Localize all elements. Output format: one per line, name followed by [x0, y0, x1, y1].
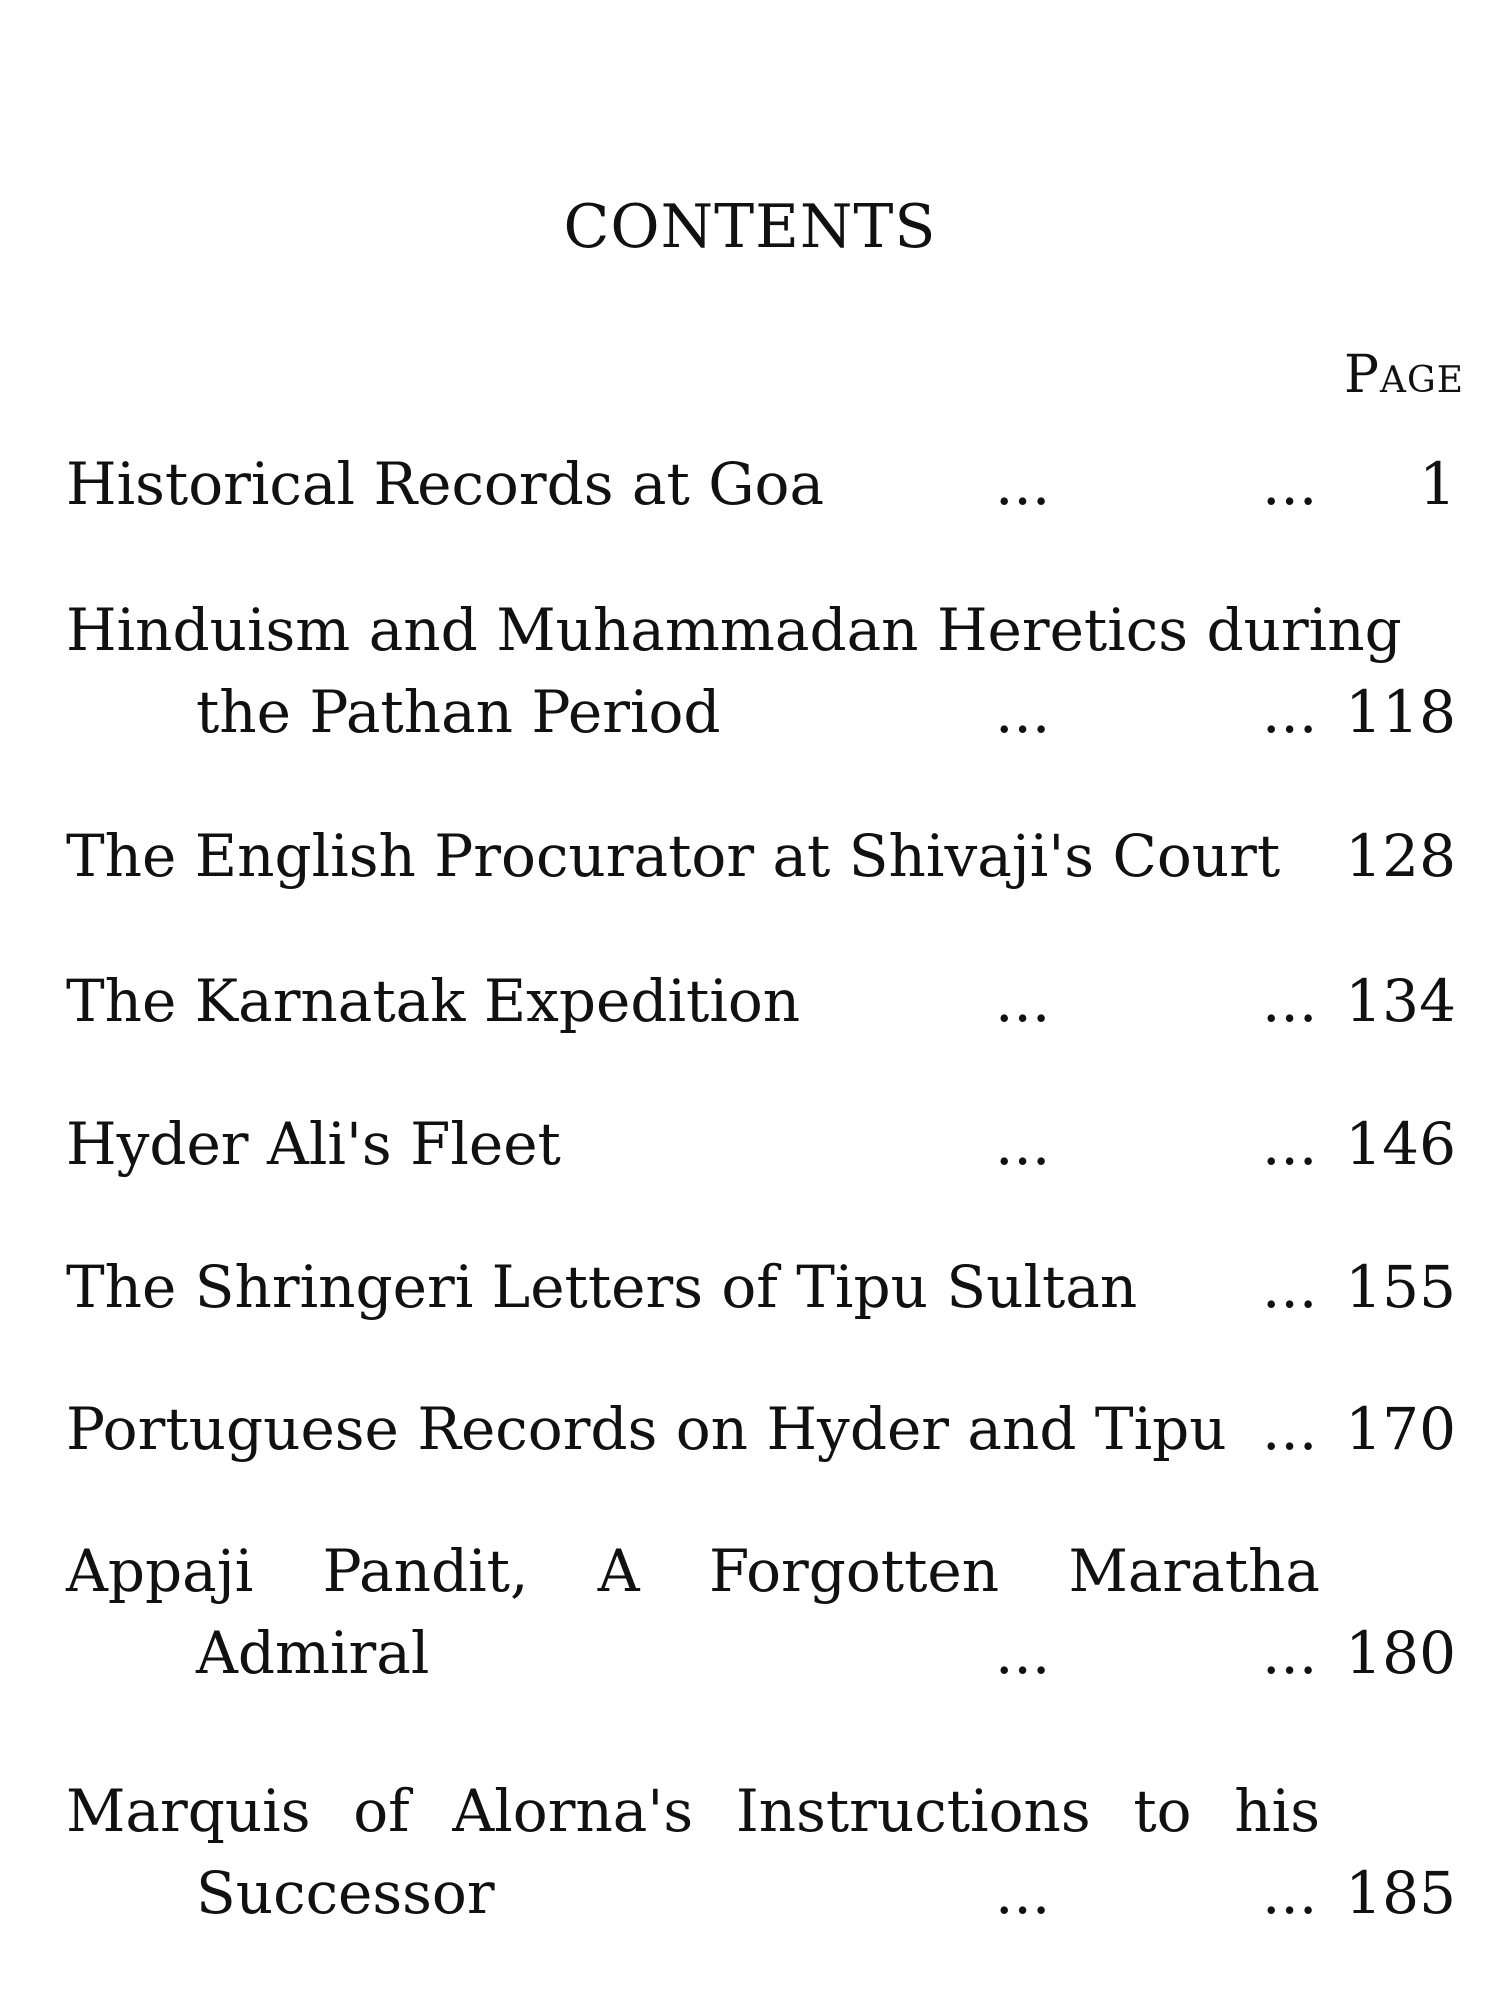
toc-entry-page-number: 146: [1345, 1110, 1456, 1178]
toc-entry-page-number: 118: [1345, 678, 1456, 746]
toc-entry-title: The Shringeri Letters of Tipu Sultan: [66, 1253, 1138, 1321]
title-word: his: [1234, 1777, 1320, 1845]
leader-dots: ...: [1262, 678, 1318, 746]
title-word: Instructions: [735, 1777, 1091, 1845]
title-word: Alorna's: [452, 1777, 694, 1845]
leader-dots: ...: [995, 678, 1051, 746]
toc-entry-page-number: 185: [1345, 1859, 1456, 1927]
title-word: to: [1133, 1777, 1192, 1845]
leader-dots: ...: [1262, 1110, 1318, 1178]
leader-dots: ...: [1262, 1395, 1318, 1463]
title-word: Marquis: [66, 1777, 311, 1845]
leader-dots: ...: [995, 1619, 1051, 1687]
toc-entry-marquis-of-alorna[interactable]: [0, 1770, 1500, 1934]
toc-entry-shringeri-letters[interactable]: [0, 1246, 1500, 1328]
toc-entry-title-continuation: Admiral: [196, 1619, 430, 1687]
toc-entry-page-number: 180: [1345, 1619, 1456, 1687]
toc-entry-english-procurator[interactable]: [0, 815, 1500, 897]
toc-entry-page-number: 155: [1345, 1253, 1456, 1321]
toc-entry-title: The English Procurator at Shivaji's Court: [66, 822, 1281, 890]
leader-dots: ...: [1262, 450, 1318, 518]
toc-entry-title: Historical Records at Goa: [66, 450, 825, 518]
toc-entry-historical-records[interactable]: [0, 443, 1500, 525]
title-word: of: [353, 1777, 410, 1845]
toc-entry-title: [66, 1770, 1320, 1852]
toc-entry-page-number: 134: [1345, 967, 1456, 1035]
leader-dots: ...: [995, 1110, 1051, 1178]
toc-entry-title-continuation: Successor: [196, 1859, 495, 1927]
toc-entry-karnatak-expedition[interactable]: [0, 960, 1500, 1042]
leader-dots: ...: [1262, 1859, 1318, 1927]
toc-entry-hinduism[interactable]: [0, 589, 1500, 753]
title-word: Appaji: [66, 1537, 254, 1605]
toc-entry-title-continuation: the Pathan Period: [196, 678, 721, 746]
leader-dots: ...: [1262, 1253, 1318, 1321]
toc-entry-title: The Karnatak Expedition: [66, 967, 801, 1035]
toc-entry-page-number: 170: [1345, 1395, 1456, 1463]
toc-entry-title: Hyder Ali's Fleet: [66, 1110, 561, 1178]
toc-entry-title: Portuguese Records on Hyder and Tipu: [66, 1395, 1227, 1463]
leader-dots: ...: [1262, 1619, 1318, 1687]
toc-entry-title: [66, 1530, 1320, 1612]
title-word: Forgotten: [709, 1537, 1000, 1605]
title-word: Pandit,: [322, 1537, 529, 1605]
title-word: Maratha: [1068, 1537, 1320, 1605]
title-word: A: [597, 1537, 640, 1605]
page-column-label: Page: [1343, 345, 1464, 405]
toc-entry-title: Hinduism and Muhammadan Heretics during: [66, 596, 1402, 664]
toc-entry-hyder-ali-fleet[interactable]: [0, 1103, 1500, 1185]
toc-entry-appaji-pandit[interactable]: [0, 1530, 1500, 1694]
toc-entry-page-number: 128: [1345, 822, 1456, 890]
toc-entry-page-number: 1: [1419, 450, 1456, 518]
leader-dots: ...: [995, 967, 1051, 1035]
leader-dots: ...: [995, 450, 1051, 518]
toc-entry-portuguese-records[interactable]: [0, 1388, 1500, 1470]
page-title: CONTENTS: [563, 192, 937, 262]
leader-dots: ...: [1262, 967, 1318, 1035]
leader-dots: ...: [995, 1859, 1051, 1927]
